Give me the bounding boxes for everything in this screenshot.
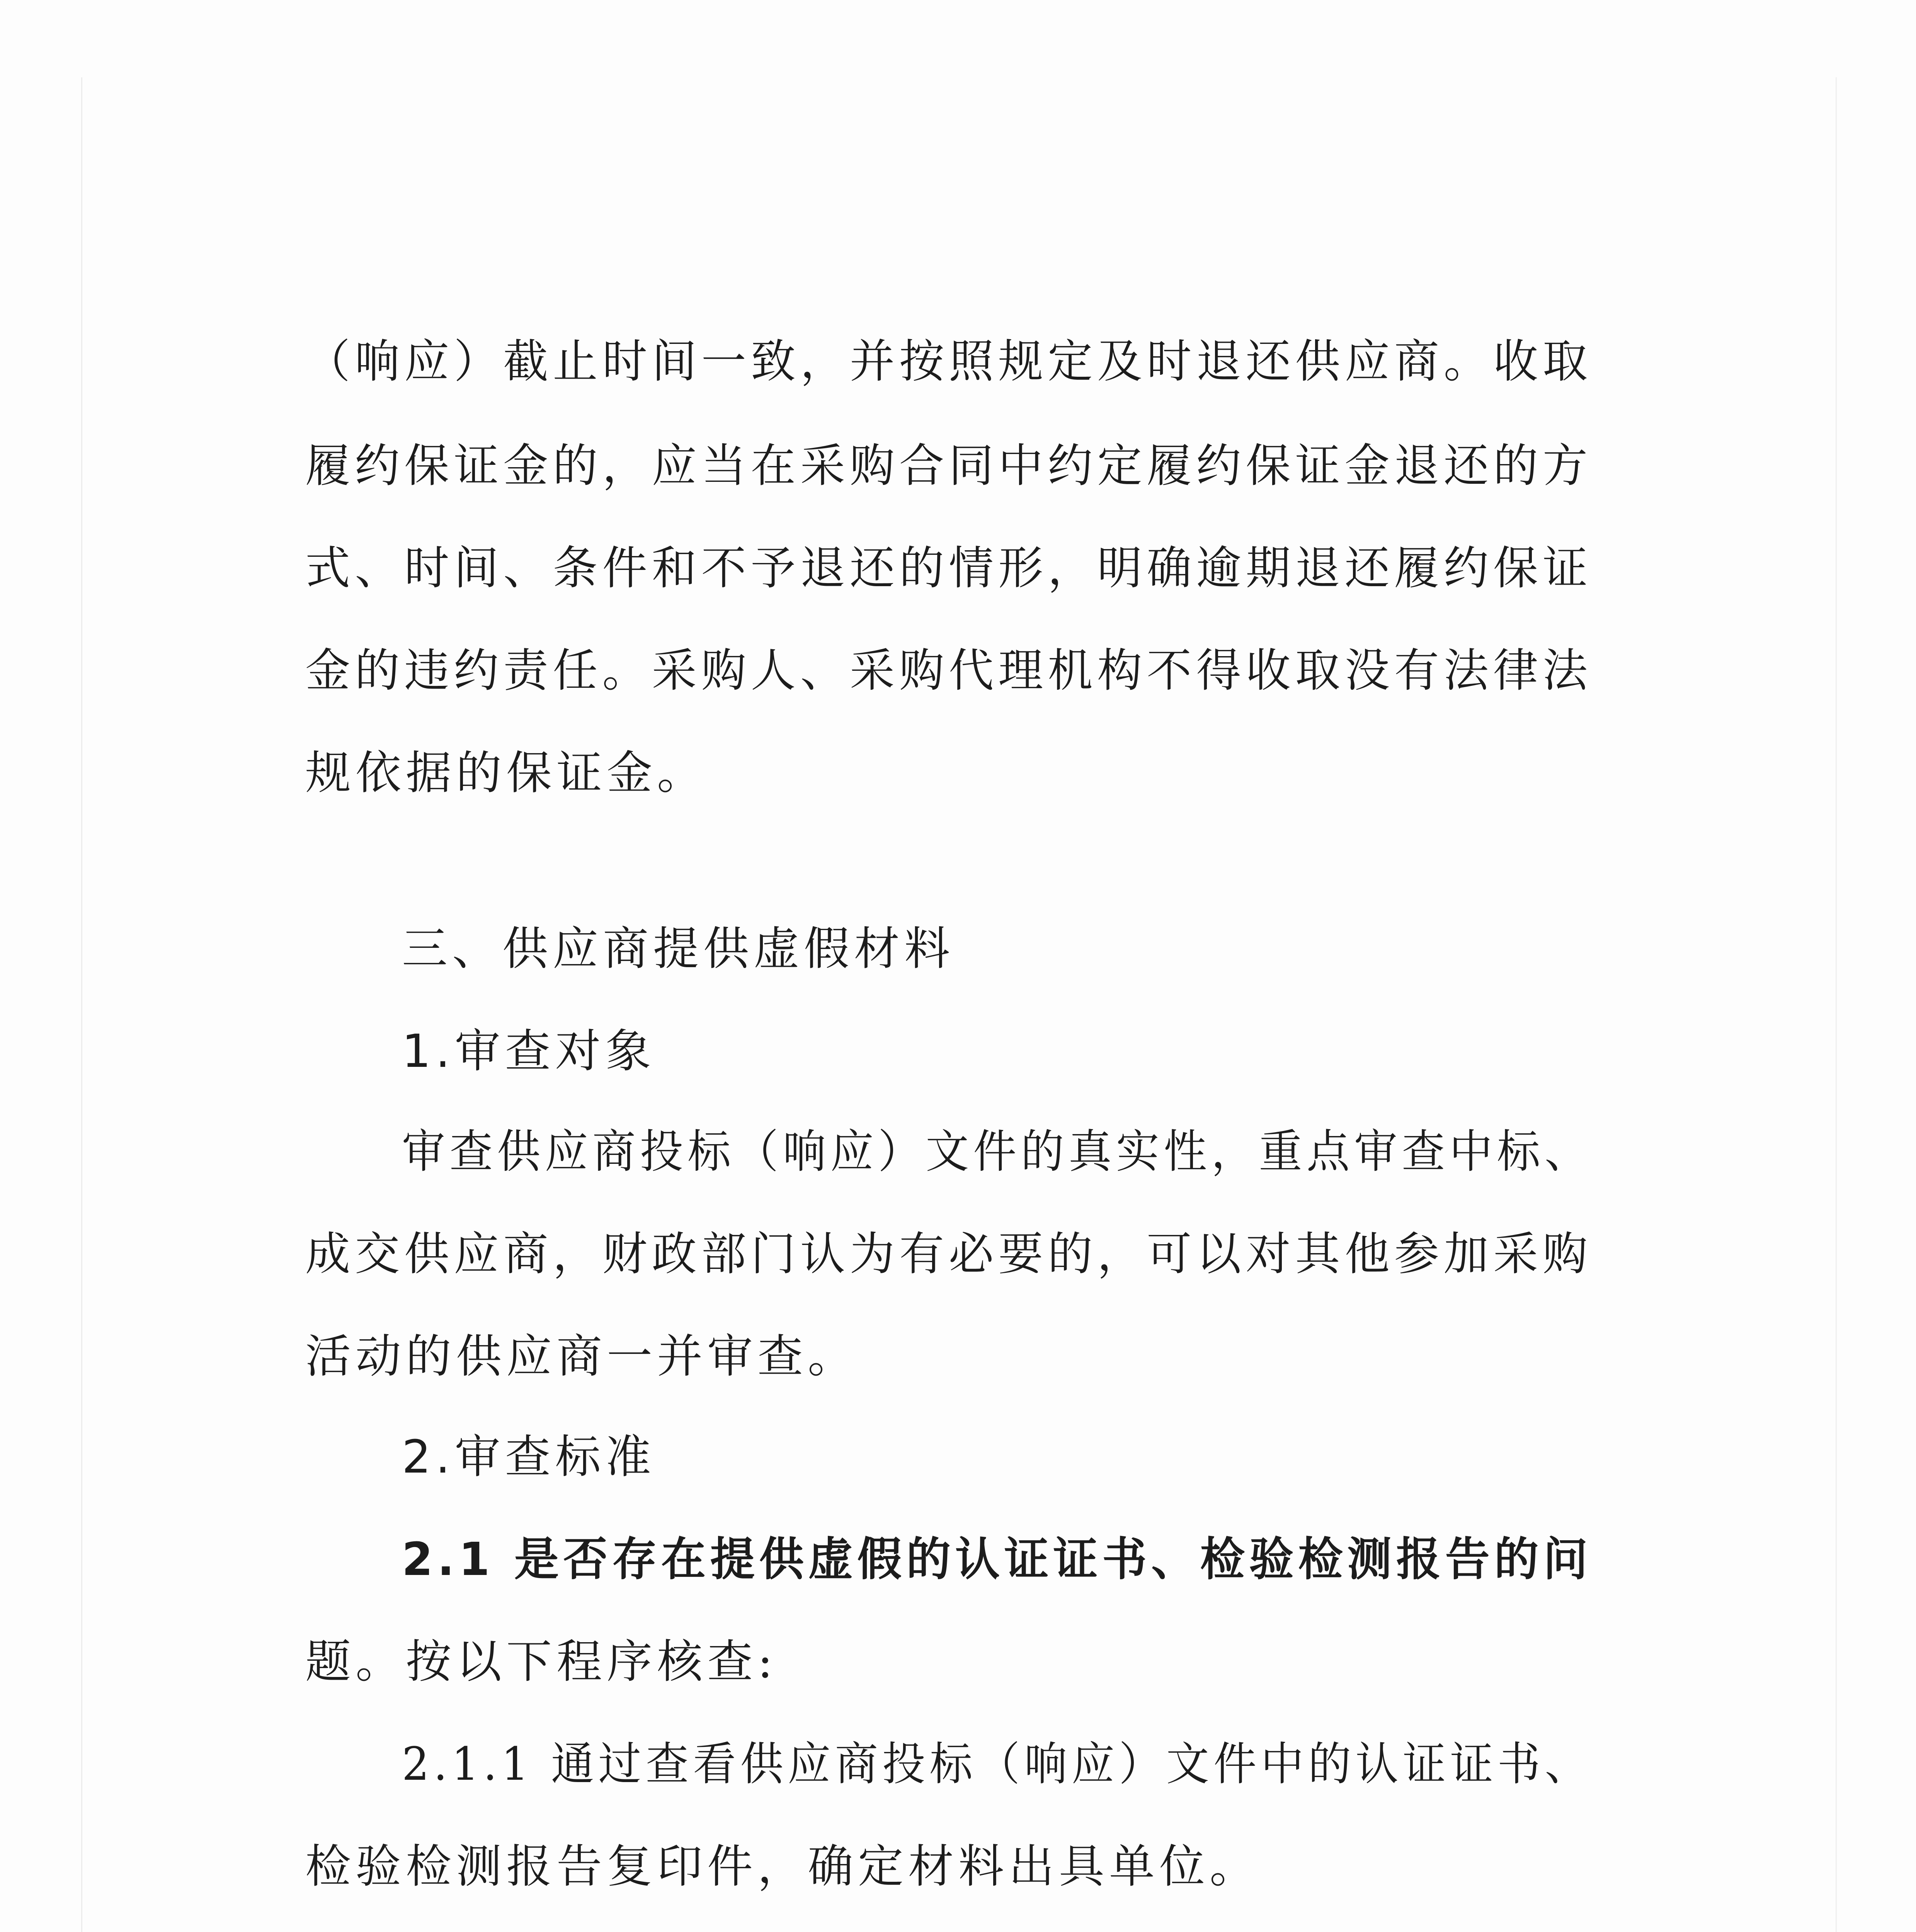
- paragraph-line: （响应）截止时间一致，并按照规定及时退还供应商。收取: [305, 335, 1592, 388]
- scan-edge-left: [81, 77, 82, 1932]
- paragraph-line: 式、时间、条件和不予退还的情形，明确逾期退还履约保证: [305, 541, 1592, 595]
- paragraph-line: 2.1.1 通过查看供应商投标（响应）文件中的认证证书、: [402, 1737, 1592, 1791]
- subsection-heading: 2.审查标准: [402, 1430, 656, 1483]
- paragraph-line: 活动的供应商一并审查。: [305, 1330, 858, 1383]
- paragraph-line: 检验检测报告复印件，确定材料出具单位。: [305, 1840, 1260, 1893]
- paragraph-line: 金的违约责任。采购人、采购代理机构不得收取没有法律法: [305, 644, 1592, 697]
- bold-criterion-line: 2.1 是否存在提供虚假的认证证书、检验检测报告的问: [402, 1532, 1593, 1586]
- subsection-heading: 1.审查对象: [402, 1024, 656, 1078]
- paragraph-line: 规依据的保证金。: [305, 746, 708, 799]
- section-heading: 三、供应商提供虚假材料: [402, 922, 955, 975]
- paragraph-line: 审查供应商投标（响应）文件的真实性，重点审查中标、: [402, 1125, 1593, 1178]
- scan-edge-right: [1836, 77, 1837, 1932]
- paragraph-line: 履约保证金的，应当在采购合同中约定履约保证金退还的方: [305, 439, 1592, 492]
- paragraph-line: 成交供应商，财政部门认为有必要的，可以对其他参加采购: [305, 1227, 1592, 1281]
- paragraph-line: 题。按以下程序核查:: [305, 1635, 778, 1688]
